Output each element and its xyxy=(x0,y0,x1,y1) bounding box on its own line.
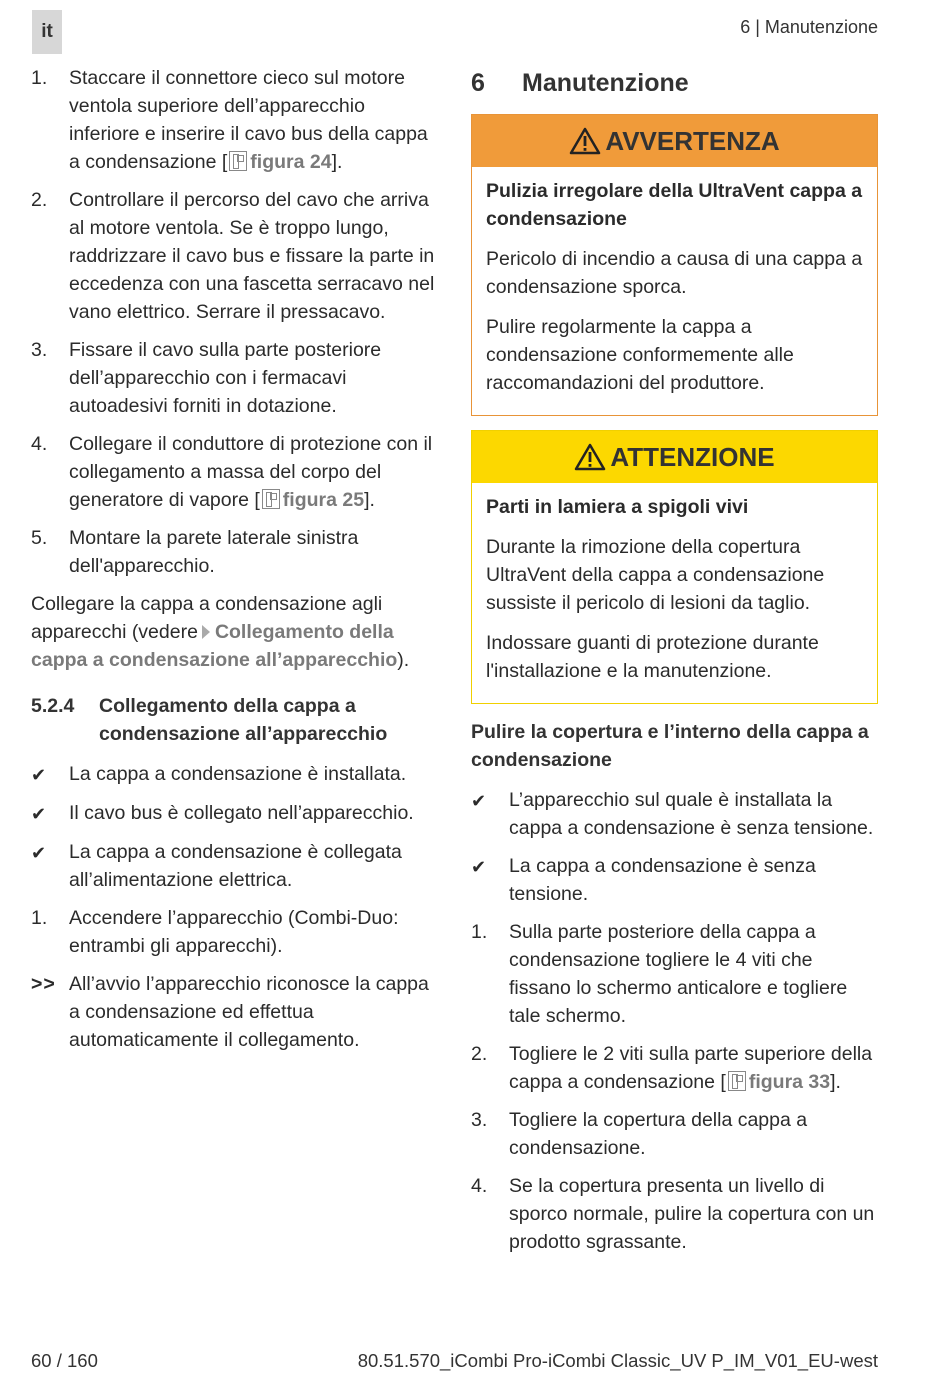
step-text: Se la copertura presenta un livello di sporco normale, pulire la copertura con un prodotto sgrassante. xyxy=(509,1175,875,1253)
paragraph-text: Collegare la cappa a condensazione agli apparecchi (vedere xyxy=(31,593,383,643)
step-number: 2. xyxy=(31,189,48,211)
step-item xyxy=(31,430,437,514)
left-column xyxy=(31,64,437,1064)
step-number: 1. xyxy=(471,921,488,943)
section-number: 6 xyxy=(471,69,485,97)
step-item xyxy=(471,918,878,1030)
caution-header xyxy=(472,431,877,483)
check-icon: ✔ xyxy=(31,843,47,863)
caution-label: ATTENZIONE xyxy=(610,441,775,472)
step-text: Fissare il cavo sulla parte posteriore dell’apparecchio con i fermacavi autoadesivi forniti in dotazione. xyxy=(69,339,382,417)
document-id: 80.51.570_iCombi Pro-iCombi Classic_UV P_IM_V01_EU-west xyxy=(357,1350,878,1371)
prerequisite-item xyxy=(31,760,437,789)
prerequisite-item xyxy=(471,852,878,908)
step-text: Sulla parte posteriore della cappa a condensazione togliere le 4 viti che fissano lo schermo anticalore e togliere tale schermo. xyxy=(509,921,848,1027)
section-title: Manutenzione xyxy=(522,69,689,97)
link-arrow-icon xyxy=(202,625,210,639)
prerequisite-item xyxy=(31,838,437,894)
figure-icon xyxy=(229,151,247,171)
caution-heading: Parti in lamiera a spigoli vivi xyxy=(486,496,749,518)
prerequisite-item xyxy=(31,799,437,828)
step-text xyxy=(69,430,437,514)
step-text-body: Staccare il connettore cieco sul motore ventola superiore dell’apparecchio inferiore e inserire il cavo bus della cappa a condensazione [ xyxy=(69,67,428,173)
language-tab: it xyxy=(32,10,62,54)
chapter-header: 6 | Manutenzione xyxy=(740,17,878,37)
step-item xyxy=(471,1106,878,1162)
prerequisite-text: Il cavo bus è collegato nell’apparecchio. xyxy=(69,802,414,824)
step-number: 3. xyxy=(471,1109,488,1131)
warning-header xyxy=(472,115,877,167)
step-item xyxy=(31,904,437,960)
check-icon: ✔ xyxy=(471,857,487,877)
caution-text: Indossare guanti di protezione durante l'installazione e la manutenzione. xyxy=(486,632,819,682)
section-link[interactable]: Collegamento della cappa a condensazione all’apparecchio xyxy=(31,621,398,671)
step-item xyxy=(471,1172,878,1256)
page-number: 60 / 160 xyxy=(31,1350,98,1371)
step-text: Togliere la copertura della cappa a condensazione. xyxy=(509,1109,808,1159)
prerequisite-item xyxy=(471,786,878,842)
step-text-end: ]. xyxy=(364,489,375,511)
figure-icon xyxy=(728,1071,746,1091)
warning-triangle-icon xyxy=(569,127,601,155)
check-icon: ✔ xyxy=(31,804,47,824)
step-text-end: ]. xyxy=(830,1071,841,1093)
warning-text: Pulire regolarmente la cappa a condensazione conformemente alle raccomandazioni del produttore. xyxy=(486,316,794,394)
warning-box xyxy=(471,114,878,416)
step-number: 4. xyxy=(471,1175,488,1197)
step-number: 2. xyxy=(471,1043,488,1065)
prerequisite-text: La cappa a condensazione è installata. xyxy=(69,763,407,785)
warning-label: AVVERTENZA xyxy=(605,125,780,156)
step-text-body: Togliere le 2 viti sulla parte superiore della cappa a condensazione [ xyxy=(509,1043,873,1093)
step-item xyxy=(31,64,437,176)
result-text: All’avvio l’apparecchio riconosce la cappa a condensazione ed effettua automaticamente il collegamento. xyxy=(69,973,429,1051)
warning-triangle-icon xyxy=(574,443,606,471)
subsection-number: 5.2.4 xyxy=(31,695,75,717)
caution-text: Durante la rimozione della copertura UltraVent della cappa a condensazione sussiste il pericolo di lesioni da taglio. xyxy=(486,536,825,614)
step-text-body: Collegare il conduttore di protezione con il collegamento a massa del corpo del generatore di vapore [ xyxy=(69,433,433,511)
figure-icon xyxy=(262,489,280,509)
result-marker: >> xyxy=(31,973,56,995)
prerequisite-text: La cappa a condensazione è collegata all’alimentazione elettrica. xyxy=(69,841,402,891)
right-column xyxy=(471,64,878,1266)
step-item xyxy=(31,524,437,580)
prerequisite-text: La cappa a condensazione è senza tensione. xyxy=(509,855,816,905)
step-number: 1. xyxy=(31,67,48,89)
figure-link[interactable]: figura 33 xyxy=(748,1071,831,1093)
step-item xyxy=(31,336,437,420)
subsection-title: Collegamento della cappa a condensazione all’apparecchio xyxy=(99,695,388,745)
section-heading xyxy=(471,66,878,100)
step-text xyxy=(69,64,437,176)
subsection-heading xyxy=(31,692,437,748)
step-number: 4. xyxy=(31,433,48,455)
figure-link[interactable]: figura 25 xyxy=(282,489,365,511)
step-number: 3. xyxy=(31,339,48,361)
step-text: Controllare il percorso del cavo che arriva al motore ventola. Se è troppo lungo, raddrizzare il cavo bus e fissare la parte in eccedenza con una fascetta serracavo nel vano elettrico. Serrare il pressacavo. xyxy=(69,189,435,323)
step-text xyxy=(509,1040,878,1096)
step-number: 1. xyxy=(31,907,48,929)
step-text: Accendere l’apparecchio (Combi-Duo: entrambi gli apparecchi). xyxy=(69,907,399,957)
check-icon: ✔ xyxy=(31,765,47,785)
step-text-end: ]. xyxy=(331,151,343,173)
cross-reference-paragraph xyxy=(31,590,437,674)
step-item xyxy=(471,1040,878,1096)
figure-link[interactable]: figura 24 xyxy=(250,151,332,173)
warning-text: Pericolo di incendio a causa di una cappa a condensazione sporca. xyxy=(486,248,863,298)
prerequisite-text: L’apparecchio sul quale è installata la cappa a condensazione è senza tensione. xyxy=(509,789,874,839)
warning-heading: Pulizia irregolare della UltraVent cappa a condensazione xyxy=(486,180,863,230)
result-item xyxy=(31,970,437,1054)
step-item xyxy=(31,186,437,326)
step-text: Montare la parete laterale sinistra dell'apparecchio. xyxy=(69,527,359,577)
paragraph-end: ). xyxy=(397,649,410,671)
task-title: Pulire la copertura e l’interno della cappa a condensazione xyxy=(471,721,869,771)
caution-body xyxy=(472,483,877,703)
warning-body xyxy=(472,167,877,415)
check-icon: ✔ xyxy=(471,791,487,811)
caution-box xyxy=(471,430,878,704)
step-number: 5. xyxy=(31,527,48,549)
